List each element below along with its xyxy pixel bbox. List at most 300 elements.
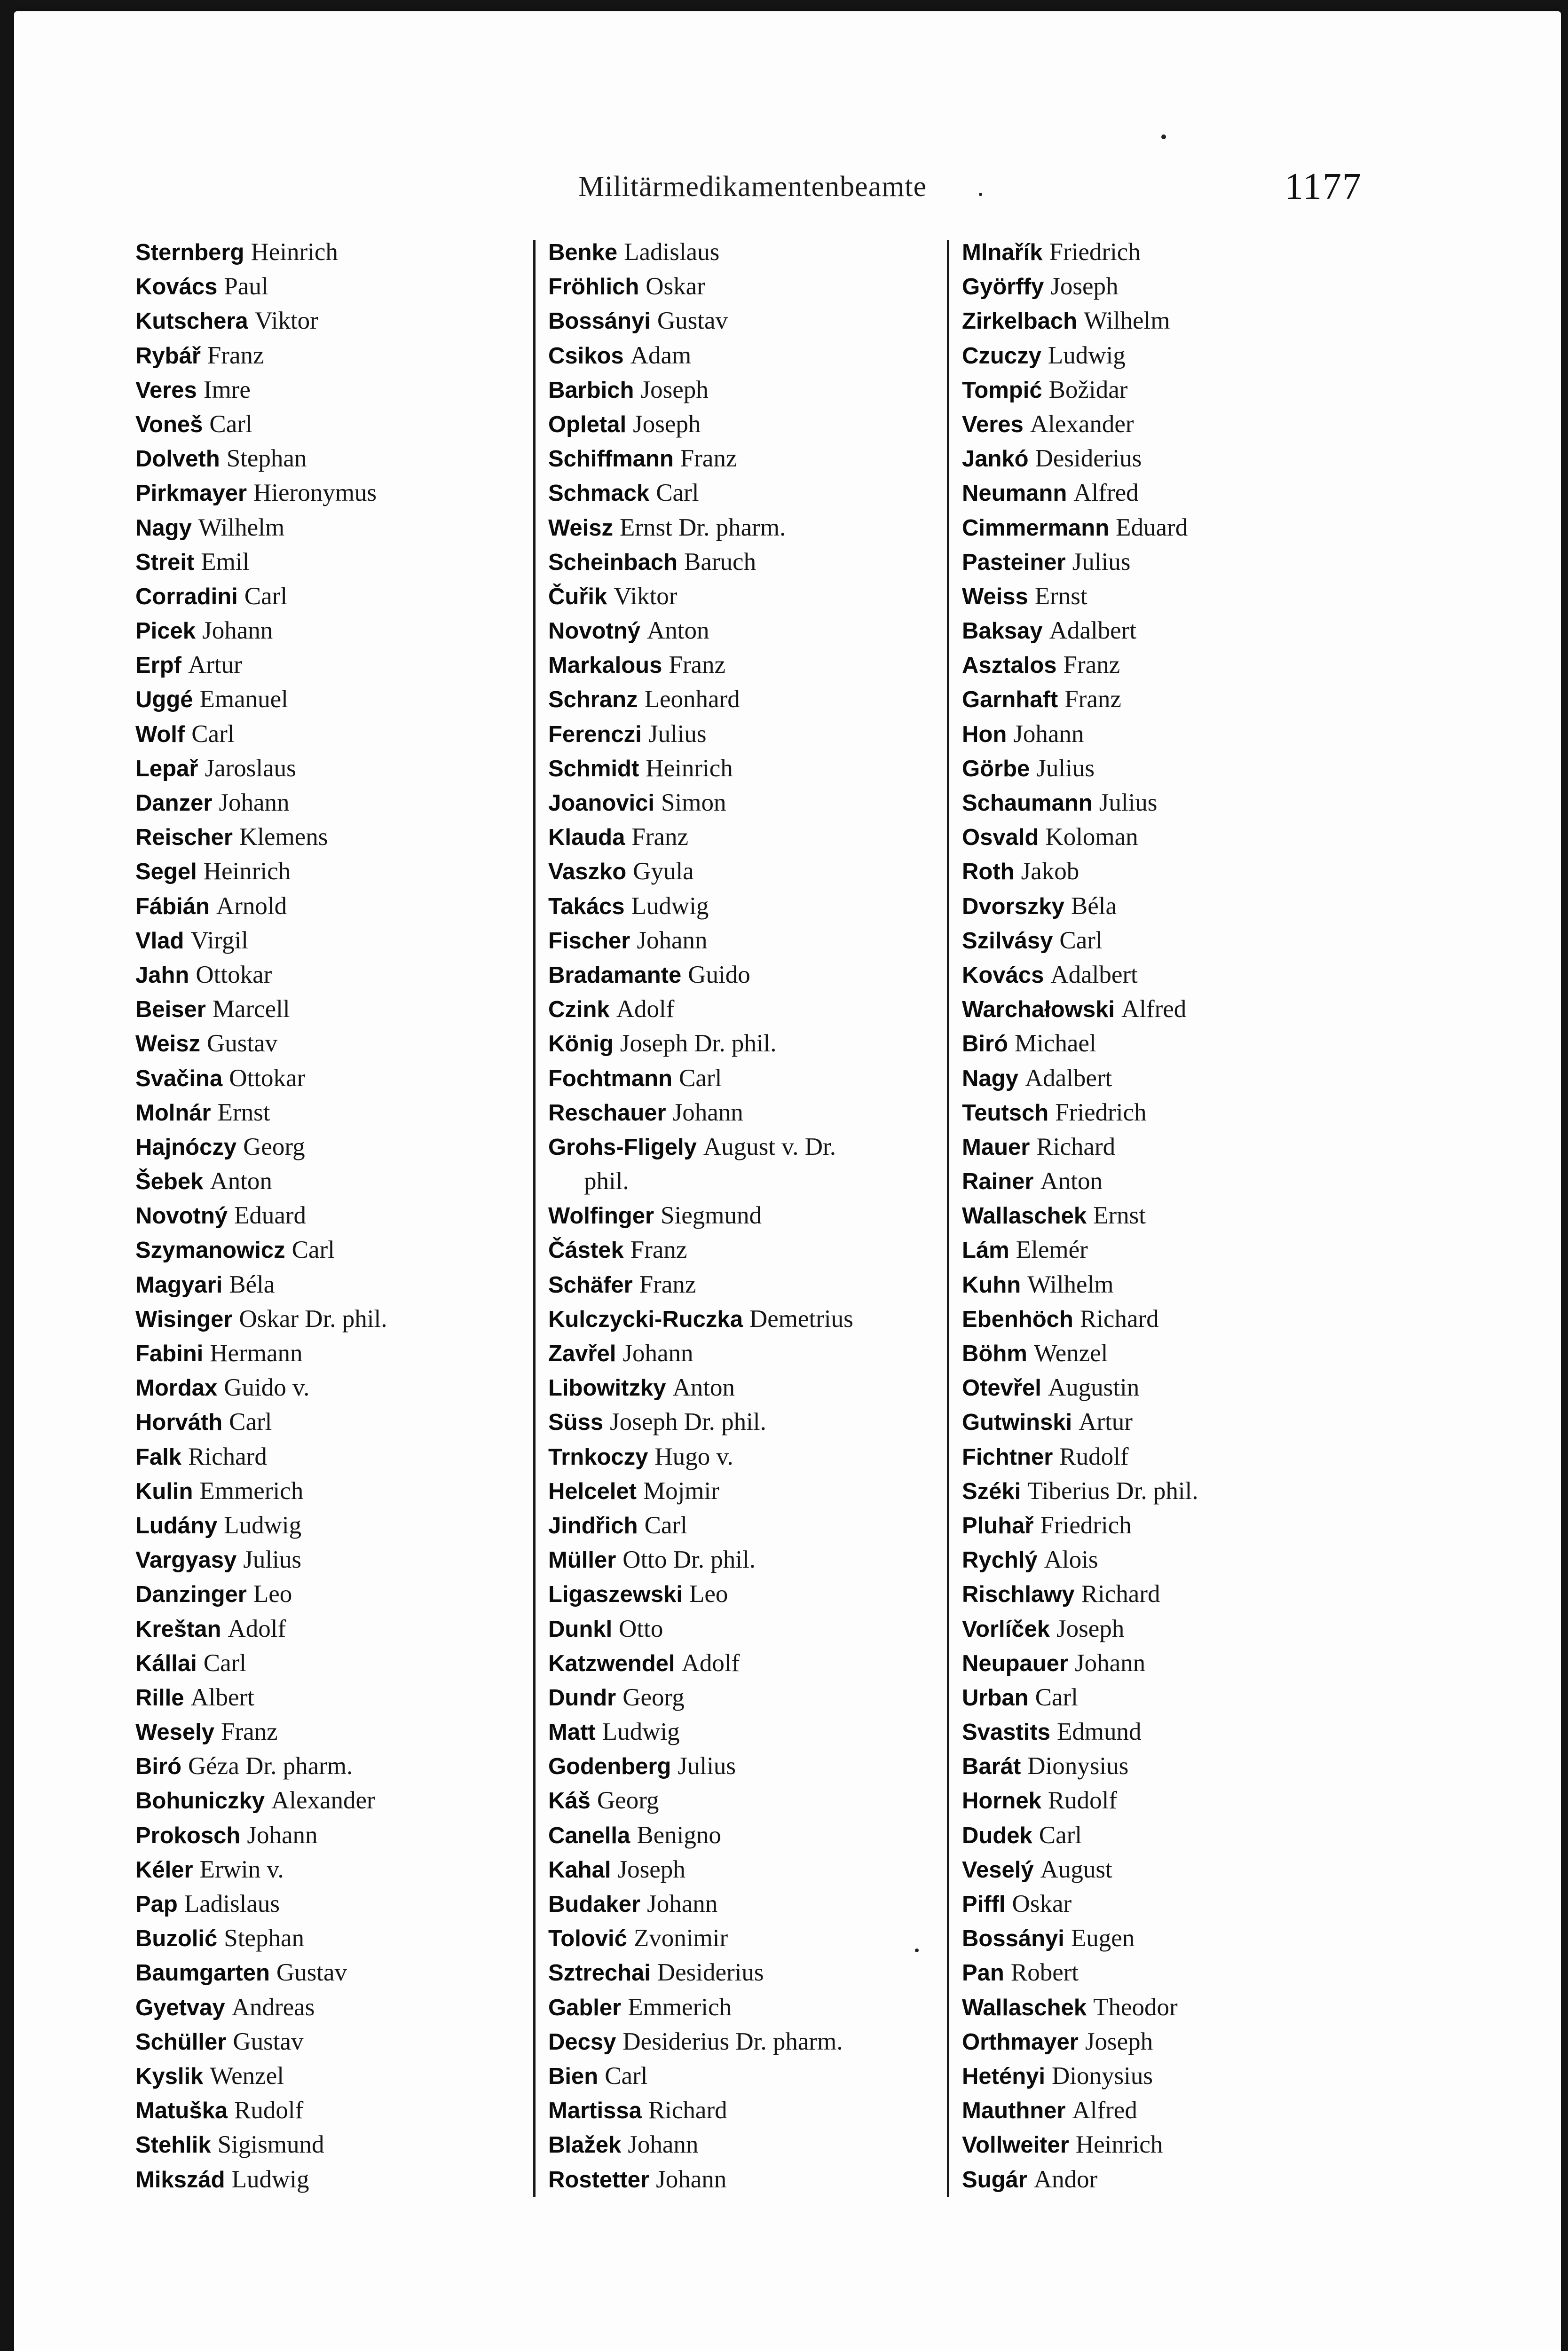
entry-surname: Nagy	[962, 1065, 1018, 1091]
entry-surname: Rille	[135, 1685, 184, 1711]
entry-given-name: Joseph	[633, 410, 701, 438]
entry-surname: Dolveth	[135, 446, 220, 472]
entry-given-name: Hermann	[210, 1340, 303, 1367]
entry-surname: Kállai	[135, 1650, 197, 1676]
directory-entry	[548, 1302, 957, 1336]
entry-surname: Sugár	[962, 2167, 1027, 2193]
directory-entry	[548, 1268, 957, 1302]
entry-surname: Neupauer	[962, 1650, 1069, 1676]
entry-given-name: Theodor	[1093, 1993, 1178, 2021]
entry-surname: Wallaschek	[962, 1995, 1087, 2020]
entry-given-name: Adalbert	[1024, 1064, 1112, 1092]
entry-surname: Decsy	[548, 2029, 616, 2055]
directory-entry	[962, 1543, 1371, 1577]
entry-surname: Roth	[962, 859, 1015, 885]
directory-entry	[962, 235, 1371, 269]
directory-entry	[962, 1130, 1371, 1164]
directory-entry	[548, 579, 957, 614]
entry-surname: Matt	[548, 1720, 596, 1745]
entry-surname: Voneš	[135, 411, 203, 437]
directory-entry	[962, 1921, 1371, 1956]
entry-given-name: Franz	[221, 1718, 278, 1746]
directory-entry	[135, 304, 516, 338]
directory-entry	[548, 786, 957, 820]
directory-entry	[962, 1749, 1371, 1783]
entry-given-name: Dionysius	[1027, 1752, 1129, 1780]
entry-surname: Weiss	[962, 584, 1028, 609]
entry-given-name: Wilhelm	[198, 513, 285, 541]
entry-given-name: Johann	[647, 1890, 718, 1917]
directory-entry	[548, 545, 957, 579]
entry-surname: Lám	[962, 1238, 1009, 1263]
entry-given-name: August	[1040, 1855, 1112, 1883]
directory-entry	[135, 1026, 516, 1061]
entry-given-name: Anton	[647, 617, 709, 645]
entry-surname: Částek	[548, 1238, 624, 1263]
entry-given-name: Ernst	[1093, 1202, 1146, 1230]
entry-surname: Budaker	[548, 1892, 641, 1917]
entry-given-name: Julius	[648, 720, 707, 748]
entry-surname: Matuška	[135, 2098, 228, 2124]
directory-entry	[548, 1715, 957, 1749]
entry-given-name: Johann	[219, 789, 290, 816]
directory-entry	[962, 1061, 1371, 1096]
entry-surname: Buzolić	[135, 1926, 218, 1952]
entry-surname: Helcelet	[548, 1478, 637, 1504]
entry-surname: Klauda	[548, 825, 625, 851]
entry-surname: Vlad	[135, 928, 184, 954]
entry-surname: Garnhaft	[962, 687, 1058, 713]
entry-surname: Pluhař	[962, 1513, 1034, 1538]
directory-entry	[962, 1268, 1371, 1302]
directory-entry	[962, 1474, 1371, 1508]
entry-surname: Schmidt	[548, 756, 639, 781]
entry-surname: Pan	[962, 1960, 1004, 1986]
directory-entry	[962, 1853, 1371, 1887]
entry-given-name: Ottokar	[229, 1064, 306, 1092]
entry-surname: Katzwendel	[548, 1650, 675, 1676]
entry-surname: Segel	[135, 859, 197, 885]
entry-given-name: Franz	[639, 1270, 696, 1298]
directory-entry	[962, 854, 1371, 889]
directory-entry	[962, 1302, 1371, 1336]
entry-surname: Rostetter	[548, 2167, 650, 2193]
entry-given-name: Oskar Dr. phil.	[239, 1305, 387, 1333]
entry-surname: Veselý	[962, 1857, 1034, 1883]
entry-given-name: Adam	[630, 341, 692, 369]
entry-given-name: Franz	[1063, 651, 1120, 679]
entry-surname: Hajnóczy	[135, 1134, 237, 1160]
entry-surname: Šebek	[135, 1169, 204, 1195]
entry-given-name: Eugen	[1071, 1925, 1135, 1952]
entry-given-name: Franz	[1064, 686, 1121, 713]
entry-surname: Mauer	[962, 1134, 1030, 1160]
entry-given-name: Carl	[203, 1649, 246, 1677]
directory-entry	[962, 992, 1371, 1026]
name-column-2	[548, 235, 957, 2197]
directory-entry	[548, 2093, 957, 2128]
entry-given-name: Desiderius Dr. pharm.	[622, 2028, 843, 2055]
directory-entry	[548, 820, 957, 854]
entry-surname: Prokosch	[135, 1822, 241, 1848]
directory-entry	[962, 1508, 1371, 1543]
directory-entry	[962, 1405, 1371, 1439]
entry-surname: Čuřik	[548, 584, 607, 609]
directory-entry	[548, 2162, 957, 2197]
directory-entry	[548, 1612, 957, 1646]
entry-surname: Molnár	[135, 1100, 211, 1126]
entry-surname: Kéler	[135, 1857, 193, 1883]
entry-given-name: Edmund	[1056, 1718, 1142, 1746]
directory-entry	[962, 1646, 1371, 1680]
entry-given-name: Elemér	[1016, 1236, 1088, 1264]
entry-surname: Hon	[962, 721, 1007, 747]
entry-surname: Danzinger	[135, 1582, 247, 1608]
entry-given-name: Julius	[1036, 754, 1095, 782]
directory-entry	[548, 1680, 957, 1715]
entry-surname: Vorlíček	[962, 1616, 1050, 1642]
entry-surname: Biró	[962, 1031, 1008, 1057]
entry-surname: Lepař	[135, 756, 198, 781]
directory-entry	[135, 1508, 516, 1543]
entry-surname: Schiffmann	[548, 446, 674, 472]
entry-given-name: Stephan	[226, 445, 307, 473]
entry-given-name: Richard	[188, 1443, 267, 1470]
entry-given-name: Anton	[672, 1374, 735, 1402]
directory-entry	[548, 1508, 957, 1543]
entry-surname: Rybář	[135, 343, 201, 369]
directory-entry	[962, 751, 1371, 786]
directory-entry	[135, 2093, 516, 2128]
entry-given-name: Alois	[1044, 1546, 1098, 1574]
directory-entry	[135, 1646, 516, 1680]
entry-given-name: Jakob	[1021, 858, 1079, 885]
entry-given-name: Hugo v.	[654, 1443, 733, 1470]
directory-entry	[962, 1164, 1371, 1199]
directory-entry	[962, 1440, 1371, 1474]
directory-entry	[962, 1680, 1371, 1715]
directory-entry	[548, 923, 957, 958]
entry-given-name: Richard	[1081, 1580, 1160, 1608]
directory-entry	[135, 1096, 516, 1130]
directory-entry	[135, 614, 516, 648]
entry-surname: Fabini	[135, 1341, 204, 1366]
entry-surname: Libowitzky	[548, 1375, 666, 1401]
entry-given-name: Alfred	[1073, 479, 1139, 507]
directory-entry	[548, 407, 957, 442]
directory-entry	[135, 923, 516, 958]
entry-surname: Asztalos	[962, 653, 1057, 678]
entry-given-name: Johann	[202, 617, 273, 645]
directory-entry	[135, 1233, 516, 1267]
entry-given-name: Alexander	[271, 1787, 375, 1815]
entry-surname: Opletal	[548, 411, 627, 437]
entry-given-name: Béla	[229, 1270, 275, 1298]
directory-entry	[135, 1956, 516, 1990]
directory-entry	[135, 1749, 516, 1783]
entry-surname: Gyetvay	[135, 1995, 225, 2020]
directory-entry	[962, 682, 1371, 717]
directory-entry	[548, 1646, 957, 1680]
directory-entry	[135, 2025, 516, 2059]
directory-entry	[135, 373, 516, 407]
entry-surname: Cimmermann	[962, 515, 1110, 541]
directory-entry	[135, 1336, 516, 1371]
entry-given-name: Rudolf	[234, 2097, 304, 2124]
entry-surname: Uggé	[135, 687, 193, 713]
entry-given-name: Carl	[229, 1408, 272, 1436]
entry-surname: Hornek	[962, 1788, 1041, 1814]
entry-given-name: Wenzel	[1033, 1340, 1108, 1367]
entry-surname: Szymanowicz	[135, 1238, 285, 1263]
entry-given-name: Alfred	[1121, 995, 1187, 1023]
entry-given-name: Ludwig	[1048, 341, 1126, 369]
entry-surname: Bossányi	[548, 308, 651, 334]
directory-entry	[135, 1371, 516, 1405]
directory-entry	[962, 958, 1371, 992]
entry-surname: Schmack	[548, 481, 650, 506]
entry-given-name: Joseph	[1056, 1615, 1125, 1642]
directory-entry	[135, 442, 516, 476]
entry-given-name: Ottokar	[196, 961, 272, 988]
entry-surname: Vargyasy	[135, 1547, 237, 1573]
entry-given-name: Julius	[1099, 789, 1158, 816]
entry-given-name: Zvonimir	[633, 1925, 728, 1952]
entry-surname: Picek	[135, 618, 196, 644]
entry-given-name: Erwin v.	[199, 1855, 284, 1883]
entry-given-name: Viktor	[614, 582, 678, 610]
directory-entry	[548, 1026, 957, 1061]
entry-surname: Rainer	[962, 1169, 1034, 1195]
directory-entry	[135, 648, 516, 682]
directory-entry	[962, 717, 1371, 751]
entry-given-name: Koloman	[1045, 823, 1138, 851]
directory-entry	[962, 1026, 1371, 1061]
entry-surname: Fochtmann	[548, 1065, 673, 1091]
directory-entry	[962, 1818, 1371, 1853]
directory-entry	[548, 682, 957, 717]
entry-given-name: Franz	[630, 1236, 687, 1264]
entry-given-name: Wilhelm	[1084, 307, 1170, 335]
entry-surname: Godenberg	[548, 1754, 671, 1780]
directory-entry	[548, 1990, 957, 2025]
entry-surname: Nagy	[135, 515, 192, 541]
directory-entry	[962, 407, 1371, 442]
directory-entry	[548, 1577, 957, 1611]
directory-entry	[548, 1336, 957, 1371]
entry-given-name: Franz	[680, 445, 737, 473]
entry-surname: Czuczy	[962, 343, 1041, 369]
directory-entry	[962, 1715, 1371, 1749]
entry-surname: Rychlý	[962, 1547, 1038, 1573]
directory-entry	[962, 339, 1371, 373]
entry-surname: Dvorszky	[962, 893, 1064, 919]
entry-given-name: Carl	[1059, 926, 1103, 954]
directory-entry	[135, 1818, 516, 1853]
directory-entry	[135, 1440, 516, 1474]
directory-entry	[548, 1543, 957, 1577]
entry-surname: Bohuniczky	[135, 1788, 265, 1814]
directory-entry	[135, 1302, 516, 1336]
entry-given-name: Marcell	[212, 995, 290, 1023]
entry-surname: Piffl	[962, 1892, 1006, 1917]
entry-surname: Warchałowski	[962, 997, 1115, 1023]
entry-given-name: Géza Dr. pharm.	[188, 1752, 353, 1780]
entry-given-name: Adolf	[616, 995, 675, 1023]
directory-entry	[548, 1199, 957, 1233]
entry-given-name: Guido	[688, 961, 750, 988]
entry-surname: Jindřich	[548, 1513, 638, 1538]
directory-entry	[135, 889, 516, 923]
entry-surname: Dundr	[548, 1685, 616, 1711]
directory-entry	[548, 1818, 957, 1853]
entry-given-name: Emmerich	[628, 1993, 732, 2021]
directory-entry	[548, 1405, 957, 1439]
directory-entry	[962, 820, 1371, 854]
entry-given-name: Michael	[1015, 1030, 1096, 1057]
entry-given-name: Ernst	[217, 1098, 270, 1126]
directory-entry	[548, 476, 957, 510]
directory-entry	[135, 1577, 516, 1611]
entry-surname: Kuhn	[962, 1272, 1021, 1298]
entry-surname: Svastits	[962, 1720, 1050, 1745]
entry-surname: Kulin	[135, 1478, 193, 1504]
entry-given-name: Ludwig	[631, 892, 709, 920]
entry-surname: Veres	[962, 411, 1024, 437]
directory-entry	[135, 992, 516, 1026]
entry-surname: Schranz	[548, 687, 638, 713]
entry-surname: Stehlik	[135, 2132, 211, 2158]
directory-entry	[135, 1130, 516, 1164]
directory-entry	[962, 511, 1371, 545]
entry-given-name: Ladislaus	[184, 1890, 280, 1917]
directory-entry	[135, 958, 516, 992]
entry-given-name: Hieronymus	[253, 479, 377, 507]
directory-entry	[135, 1887, 516, 1921]
entry-surname: Ludány	[135, 1513, 218, 1538]
entry-given-name: Carl	[656, 479, 699, 507]
entry-given-name: Andreas	[231, 1993, 315, 2021]
entry-given-name: Adolf	[681, 1649, 740, 1677]
entry-given-name: Gustav	[233, 2028, 304, 2055]
entry-given-name: Leo	[689, 1580, 728, 1608]
directory-entry	[548, 958, 957, 992]
entry-given-name: Božidar	[1048, 376, 1128, 403]
entry-given-name: Ludwig	[224, 1511, 302, 1539]
directory-entry	[135, 1474, 516, 1508]
entry-surname: Böhm	[962, 1341, 1027, 1366]
entry-given-name: Emmerich	[199, 1477, 304, 1505]
entry-given-name: Gyula	[633, 858, 694, 885]
entry-given-name: Johann	[247, 1821, 318, 1849]
entry-surname: Canella	[548, 1822, 630, 1848]
directory-entry	[135, 1405, 516, 1439]
directory-entry	[548, 889, 957, 923]
entry-given-name: Friedrich	[1049, 238, 1141, 266]
directory-entry	[135, 407, 516, 442]
entry-given-name: Mojmir	[643, 1477, 719, 1505]
entry-given-name: Joseph Dr. phil.	[610, 1408, 766, 1436]
entry-surname: Corradini	[135, 584, 238, 609]
entry-given-name: Franz	[207, 341, 264, 369]
directory-entry	[962, 1577, 1371, 1611]
entry-given-name: Heinrich	[646, 754, 733, 782]
directory-entry	[962, 1612, 1371, 1646]
entry-surname: Schäfer	[548, 1272, 633, 1298]
document-page	[14, 11, 1561, 2351]
entry-surname: Barbich	[548, 377, 634, 403]
entry-surname: Gabler	[548, 1995, 622, 2020]
entry-given-name: August v. Dr.	[703, 1133, 836, 1160]
directory-entry	[962, 476, 1371, 510]
entry-given-name: Ludwig	[602, 1718, 680, 1746]
entry-surname: Veres	[135, 377, 197, 403]
entry-given-name: Leonhard	[644, 686, 740, 713]
entry-surname: Kutschera	[135, 308, 248, 334]
print-speck	[979, 193, 982, 196]
directory-entry	[962, 1096, 1371, 1130]
directory-entry	[135, 476, 516, 510]
entry-surname: Györffy	[962, 274, 1044, 300]
directory-entry	[548, 1440, 957, 1474]
entry-surname: Martissa	[548, 2098, 642, 2124]
entry-given-name: Paul	[224, 273, 268, 300]
entry-given-name: Carl	[1039, 1821, 1082, 1849]
directory-entry	[548, 1887, 957, 1921]
entry-surname: Reschauer	[548, 1100, 666, 1126]
entry-given-name: Julius	[1072, 548, 1131, 576]
entry-given-name: Carl	[679, 1064, 722, 1092]
entry-surname: Ferenczi	[548, 721, 642, 747]
entry-given-name: Albert	[190, 1683, 254, 1711]
entry-surname: Joanovici	[548, 790, 655, 816]
directory-entry	[548, 1783, 957, 1818]
entry-surname: Széki	[962, 1478, 1021, 1504]
entry-given-name: Joseph Dr. phil.	[620, 1030, 777, 1057]
entry-given-name: Oskar	[646, 273, 705, 300]
print-speck	[1161, 134, 1166, 139]
entry-given-name: Desiderius	[1035, 445, 1142, 473]
entry-surname: Rischlawy	[962, 1582, 1075, 1608]
entry-surname: Novotný	[548, 618, 640, 644]
directory-entry	[135, 1543, 516, 1577]
entry-surname: Müller	[548, 1547, 616, 1573]
directory-entry	[135, 1783, 516, 1818]
directory-entry	[135, 854, 516, 889]
directory-entry	[548, 1061, 957, 1096]
entry-surname: Streit	[135, 549, 195, 575]
entry-given-name: Friedrich	[1055, 1098, 1147, 1126]
entry-given-name: Artur	[1079, 1408, 1133, 1436]
entry-given-name: Richard	[1079, 1305, 1159, 1333]
directory-entry	[135, 1061, 516, 1096]
entry-surname: Kovács	[135, 274, 218, 300]
directory-entry	[962, 923, 1371, 958]
directory-entry	[548, 1096, 957, 1130]
directory-entry	[548, 1130, 957, 1164]
directory-entry	[962, 1233, 1371, 1267]
entry-surname: Hetényi	[962, 2063, 1046, 2089]
entry-given-name: Joseph	[640, 376, 709, 403]
directory-entry	[548, 2025, 957, 2059]
entry-surname: Takács	[548, 893, 625, 919]
directory-entry	[548, 614, 957, 648]
directory-entry	[962, 1336, 1371, 1371]
directory-entry	[135, 2059, 516, 2093]
entry-surname: Dudek	[962, 1822, 1032, 1848]
entry-surname: Kahal	[548, 1857, 611, 1883]
entry-surname: Kreštan	[135, 1616, 221, 1642]
